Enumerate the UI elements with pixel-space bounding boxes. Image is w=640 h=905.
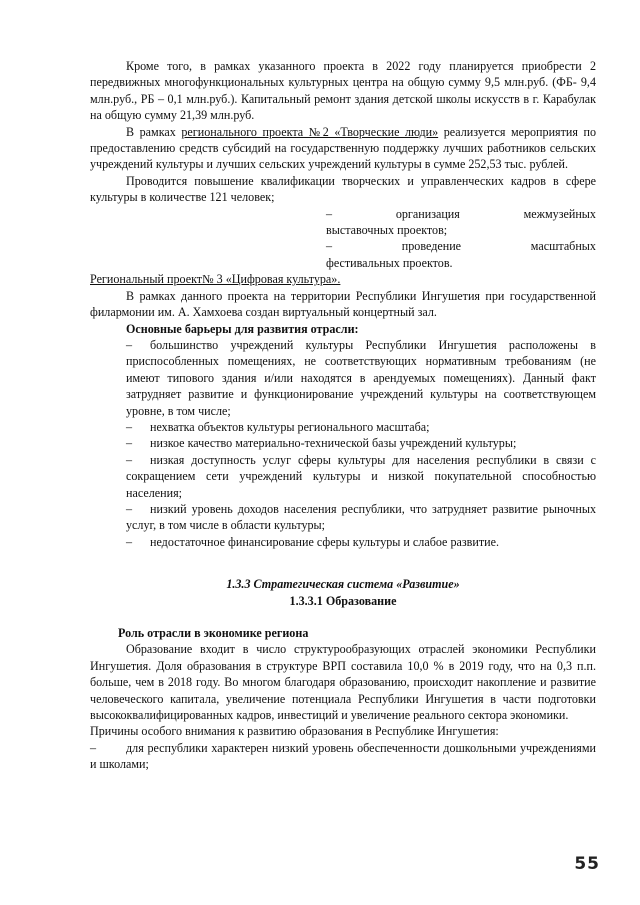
dash-bullet: –: [126, 436, 133, 451]
barrier-item: [126, 452, 596, 501]
paragraph-reasons: Причины особого внимания к развитию образования в Республике Ингушетия:: [90, 724, 499, 739]
barriers-title: Основные барьеры для развития отрасли:: [126, 321, 359, 336]
list-item: [326, 238, 596, 254]
list-word: межмузейных: [523, 206, 596, 221]
list-continuation: выставочных проектов;: [326, 223, 448, 238]
dash-bullet: –: [326, 239, 333, 254]
regional-project-2-link[interactable]: регионального проекта №2 «Творческие люди»: [181, 124, 439, 139]
list-word: проведение: [401, 239, 462, 254]
barrier-item: [126, 534, 596, 550]
section-heading: 1.3.3 Стратегическая система «Развитие»: [226, 577, 460, 592]
barrier-text: большинство учреждений культуры Республики Ингушетия расположены в приспособленных помещениях, не соответствующих нормативным требованиям (не имеют типового здания и/или находятся в арендуемых помещениях). Данный факт затрудняет развитие и функционирование учреждений культуры на соответствующем уровне, в том числе;: [126, 337, 596, 418]
barrier-text: нехватка объектов культуры регионального масштаба;: [150, 419, 430, 434]
barrier-text: низкая доступность услуг сферы культуры для населения республики в связи с сокращением сети учреждений культуры и низкой покупательной способностью населения;: [126, 452, 596, 500]
barrier-text: низкое качество материально-технической базы учреждений культуры;: [150, 436, 517, 451]
paragraph-virtual-hall: В рамках данного проекта на территории Республики Ингушетия при государственной филармонии им. А. Хамхоева создан виртуальный концертный зал.: [90, 288, 596, 320]
paragraph-prefix: В рамках: [126, 124, 182, 139]
dash-bullet: –: [126, 452, 133, 467]
role-heading: Роль отрасли в экономике региона: [118, 626, 309, 640]
barrier-item: [126, 419, 596, 435]
paragraph-rest: реализуется мероприятия по предоставлению средств субсидий на государственную поддержку лучших работников сельских учреждений культуры и лучших сельских учреждений культуры в сумме 252,53 тыс. рублей.: [90, 124, 597, 172]
dash-bullet: –: [126, 337, 133, 352]
list-continuation: фестивальных проектов.: [326, 255, 453, 270]
projects-list: [326, 206, 596, 272]
list-word: масштабных: [530, 239, 596, 254]
dash-bullet: –: [90, 740, 97, 755]
reason-item: [90, 740, 596, 773]
barrier-item: [126, 337, 596, 419]
barrier-text: недостаточное финансирование сферы культуры и слабое развитие.: [150, 534, 499, 549]
page-number: 55: [574, 854, 600, 874]
regional-project-3-link[interactable]: Региональный проект№ 3 «Цифровая культура».: [90, 272, 341, 287]
paragraph-equipment: Кроме того, в рамках указанного проекта в 2022 году планируется приобрести 2 передвижных многофункциональных культурных центра на общую сумму 9,5 млн.руб. (ФБ- 9,4 млн.руб., РБ – 0,1 млн.руб.). Капитальный ремонт здания детской школы искусств в г. Карабулак на общую сумму 21,39 млн.руб.: [90, 59, 596, 123]
dash-bullet: –: [126, 534, 133, 549]
barrier-item: [126, 501, 596, 534]
barrier-item: [126, 435, 596, 451]
regional-project-3: [90, 271, 596, 287]
list-word: организация: [395, 206, 460, 221]
barrier-text: низкий уровень доходов населения республики, что затрудняет развитие рыночных услуг, в том числе в области культуры;: [126, 501, 596, 533]
dash-bullet: –: [326, 206, 333, 221]
list-item: [326, 206, 596, 222]
subsection-heading: 1.3.3.1 Образование: [289, 593, 397, 608]
dash-bullet: –: [126, 501, 133, 516]
document-page: [90, 58, 596, 773]
barriers-list: [90, 337, 596, 550]
paragraph-qualification: Проводится повышение квалификации творческих и управленческих кадров в сфере культуры в количестве 121 человек;: [90, 173, 596, 205]
paragraph-creative-people: [90, 124, 596, 173]
dash-bullet: –: [126, 419, 133, 434]
paragraph-education: Образование входит в число структурообразующих отраслей экономики Республики Ингушетия. Доля образования в структуре ВРП составила 10,0 % в 2019 году, что на 0,3 п.п. больше, чем в 2018 году. Во многом благодаря образованию, происходит накопление и развитие человеческого капитала, увеличение потенциала Республики Ингушетия в части подготовки высококвалифицированных кадров, инвестиций и увеличение реального сектора экономики.: [90, 642, 596, 723]
reason-text: для республики характерен низкий уровень обеспеченности дошкольными учреждениями и школами;: [90, 740, 596, 772]
